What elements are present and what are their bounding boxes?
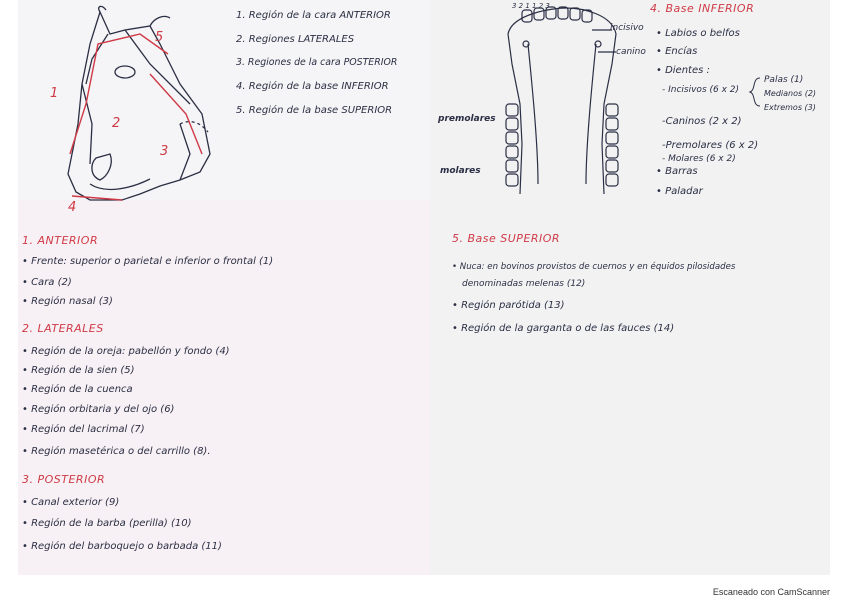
laterales-item: • Región de la sien (5) xyxy=(22,365,135,376)
incisor-type: Extremos (3) xyxy=(764,103,816,112)
base-superior-item: • Región parótida (13) xyxy=(452,300,565,311)
anterior-title: 1. ANTERIOR xyxy=(22,234,99,247)
base-superior-title: 5. Base SUPERIOR xyxy=(452,232,561,245)
horse-label-3: 3 xyxy=(160,144,169,159)
jaw-diagram xyxy=(492,4,632,204)
horse-head-diagram xyxy=(30,4,240,214)
horse-label-4: 4 xyxy=(68,200,77,215)
incisor-brace xyxy=(748,76,762,108)
horse-label-2: 2 xyxy=(112,116,121,131)
incisor-type: Palas (1) xyxy=(764,75,804,85)
laterales-item: • Región masetérica o del carrillo (8). xyxy=(22,446,211,457)
anterior-item: • Cara (2) xyxy=(22,277,72,288)
regions-item-3: 3. Regiones de la cara POSTERIOR xyxy=(236,57,398,68)
base-inferior-item: - Incisivos (6 x 2) xyxy=(662,85,740,95)
jaw-label-canino: canino xyxy=(616,47,646,57)
base-inferior-item: • Barras xyxy=(656,166,698,177)
base-inferior-item: -Caninos (2 x 2) xyxy=(662,116,742,127)
regions-item-2: 2. Regiones LATERALES xyxy=(236,34,355,45)
posterior-item: • Región del barboquejo o barbada (11) xyxy=(22,541,222,552)
laterales-item: • Región orbitaria y del ojo (6) xyxy=(22,404,175,415)
base-inferior-item: • Paladar xyxy=(656,186,703,197)
base-inferior-item: - Molares (6 x 2) xyxy=(662,154,736,164)
horse-label-1: 1 xyxy=(50,86,59,101)
anterior-item: • Frente: superior o parietal e inferior o frontal (1) xyxy=(22,256,274,267)
incisor-type: Medianos (2) xyxy=(764,89,817,98)
laterales-title: 2. LATERALES xyxy=(22,322,104,335)
jaw-label-molares: molares xyxy=(440,166,481,176)
scanner-footer: Escaneado con CamScanner xyxy=(712,587,830,597)
base-inferior-item: -Premolares (6 x 2) xyxy=(662,140,759,151)
jaw-label-incisivo: incisivo xyxy=(610,23,644,33)
posterior-item: • Región de la barba (perilla) (10) xyxy=(22,518,192,529)
laterales-item: • Región de la cuenca xyxy=(22,384,133,395)
laterales-item: • Región del lacrimal (7) xyxy=(22,424,145,435)
jaw-tooth-numbers: 3 2 1 1 2 3 xyxy=(512,2,550,10)
jaw-label-premolares: premolares xyxy=(438,114,496,124)
base-inferior-item: • Labios o belfos xyxy=(656,28,740,39)
regions-item-1: 1. Región de la cara ANTERIOR xyxy=(236,10,391,21)
regions-item-5: 5. Región de la base SUPERIOR xyxy=(236,105,393,116)
laterales-item: • Región de la oreja: pabellón y fondo (4) xyxy=(22,346,230,357)
base-inferior-item: • Encías xyxy=(656,46,698,57)
base-superior-item: denominadas melenas (12) xyxy=(462,279,586,289)
base-superior-item: • Región de la garganta o de las fauces (14) xyxy=(452,323,675,334)
base-superior-item: • Nuca: en bovinos provistos de cuernos y en équidos pilosidades xyxy=(452,262,736,272)
horse-label-5: 5 xyxy=(155,30,164,45)
posterior-item: • Canal exterior (9) xyxy=(22,497,120,508)
base-inferior-item: • Dientes : xyxy=(656,65,710,76)
regions-item-4: 4. Región de la base INFERIOR xyxy=(236,81,389,92)
base-inferior-title: 4. Base INFERIOR xyxy=(650,2,755,15)
posterior-title: 3. POSTERIOR xyxy=(22,473,106,486)
anterior-item: • Región nasal (3) xyxy=(22,296,113,307)
